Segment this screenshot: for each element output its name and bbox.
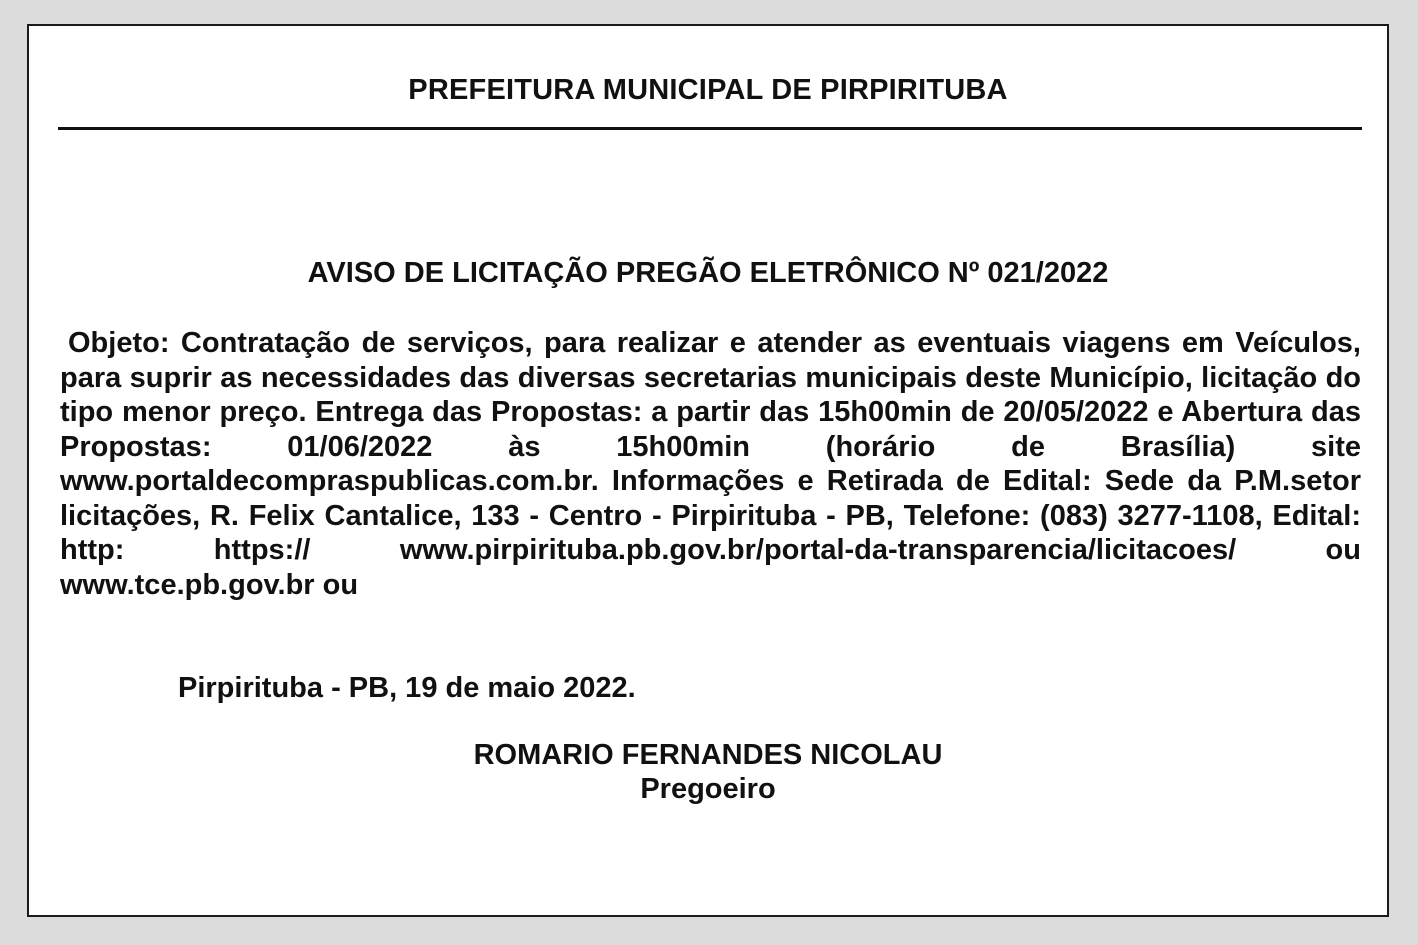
organization-header: PREFEITURA MUNICIPAL DE PIRPIRITUBA	[408, 74, 1008, 106]
signatory-name: ROMARIO FERNANDES NICOLAU	[473, 739, 943, 771]
notice-body: Objeto: Contratação de serviços, para realizar e atender as eventuais viagens em Veículos, para suprir as necessidades das diversas secretarias municipais deste Município, licitação do tipo menor preço. Entrega das Propostas: a partir das 15h00min de 20/05/2022 e Abertura das Propostas: 01/06/2022 às 15h00min (horário de Brasília) site www.portaldecompraspublicas.com.br. Informações e Retirada de Edital: Sede da P.M.setor licitações, R. Felix Cantalice, 133 - Centro - Pirpirituba - PB, Telefone: (083) 3277-1108, Edital: http: https:// www.pirpirituba.pb.gov.br/portal-da-transparencia/licitacoes/ ou www.tce.pb.gov.br ou	[60, 327, 1361, 601]
signatory-role: Pregoeiro	[640, 773, 776, 805]
header-divider	[58, 127, 1362, 130]
notice-title: AVISO DE LICITAÇÃO PREGÃO ELETRÔNICO Nº 021/2022	[307, 257, 1109, 289]
notice-frame	[27, 24, 1389, 917]
signature-block	[29, 738, 1387, 806]
place-date: Pirpirituba - PB, 19 de maio 2022.	[178, 672, 636, 704]
